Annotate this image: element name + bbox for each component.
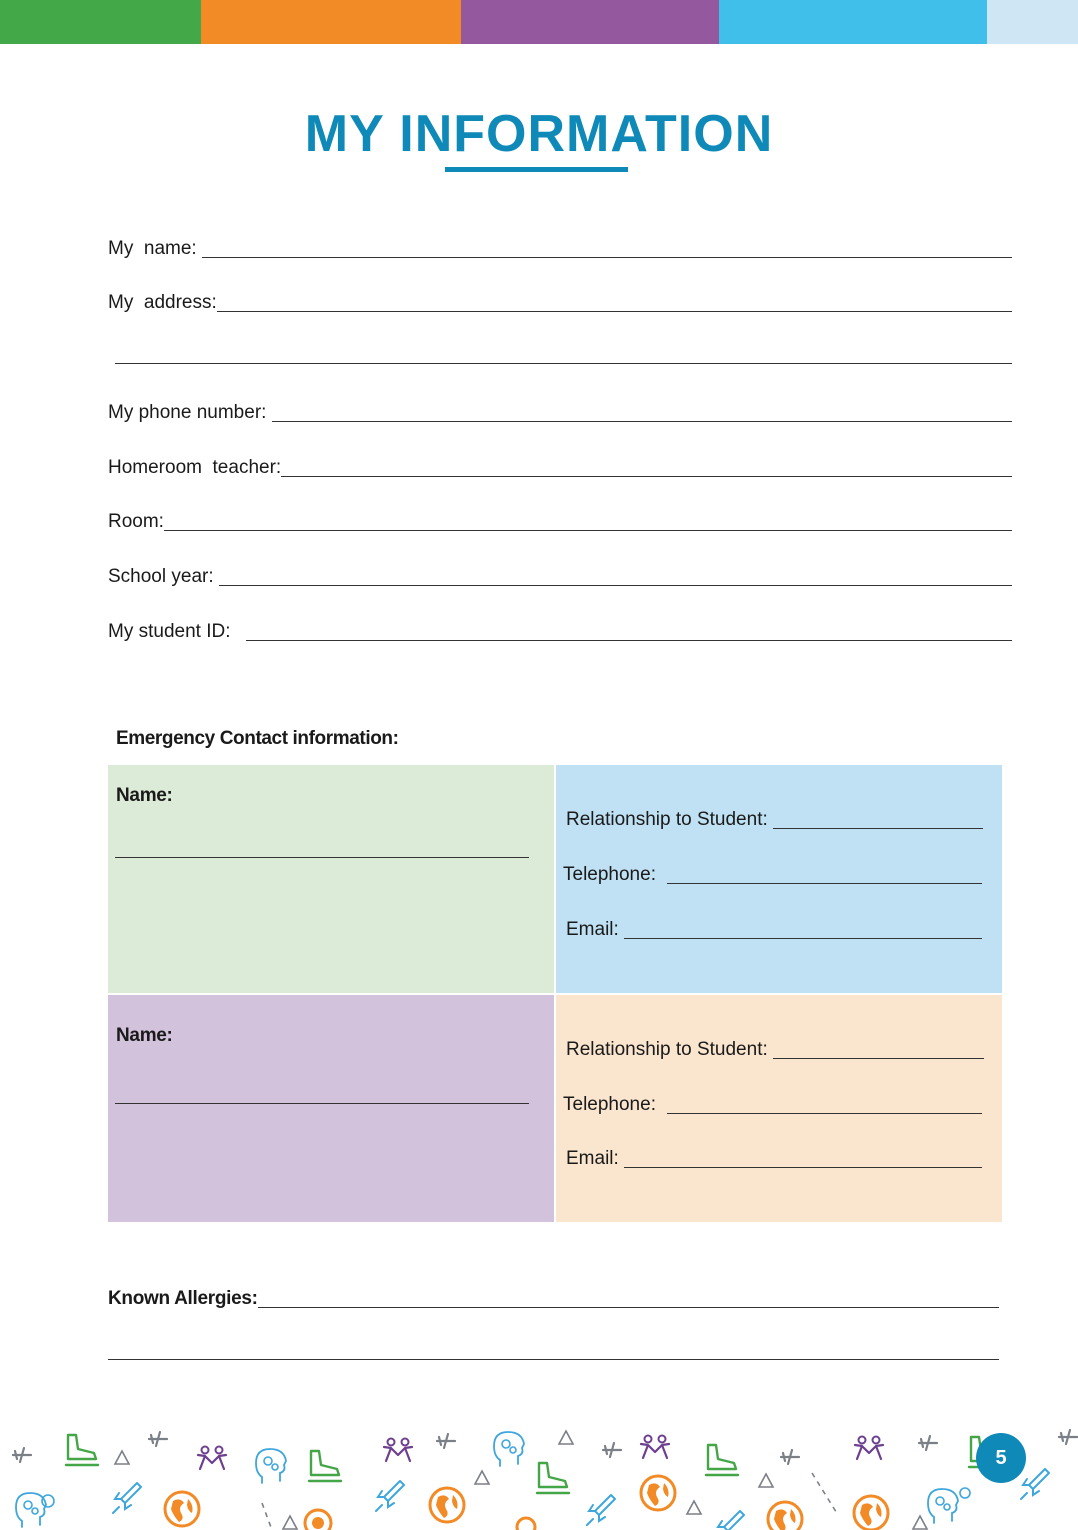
contact2-relationship-label: Relationship to Student: xyxy=(566,1039,774,1060)
teacher-label: Homeroom teacher: xyxy=(108,457,282,478)
contact1-telephone-line[interactable] xyxy=(667,883,982,884)
bar-segment-sky xyxy=(719,0,987,44)
top-color-bar xyxy=(0,0,1078,44)
page-number-badge: 5 xyxy=(976,1433,1026,1483)
bar-segment-green xyxy=(0,0,201,44)
contact1-relationship-line[interactable] xyxy=(773,828,983,829)
contact1-email-field[interactable] xyxy=(566,915,982,943)
contact2-name-cell xyxy=(108,995,554,1222)
contact2-telephone-line[interactable] xyxy=(667,1113,982,1114)
contact1-name-cell xyxy=(108,765,554,993)
address-label: My address: xyxy=(108,292,217,313)
name-label: My name: xyxy=(108,238,202,259)
room-field[interactable] xyxy=(108,505,1012,535)
emergency-heading: Emergency Contact information: xyxy=(116,728,399,749)
school-year-line[interactable] xyxy=(219,585,1012,586)
student-id-label: My student ID: xyxy=(108,621,247,642)
contact2-relationship-line[interactable] xyxy=(773,1058,984,1059)
contact1-name-line[interactable] xyxy=(115,857,529,858)
bar-segment-purple xyxy=(461,0,719,44)
title-underline xyxy=(445,167,628,172)
page-title: MY INFORMATION xyxy=(304,105,774,163)
room-label: Room: xyxy=(108,511,164,532)
address-line-2[interactable] xyxy=(115,363,1012,364)
student-id-line[interactable] xyxy=(246,640,1012,641)
contact2-telephone-label: Telephone: xyxy=(563,1094,667,1115)
phone-label: My phone number: xyxy=(108,402,272,423)
contact2-email-line[interactable] xyxy=(624,1167,982,1168)
name-line[interactable] xyxy=(202,257,1012,258)
name-field[interactable] xyxy=(108,232,1012,262)
bar-segment-orange xyxy=(201,0,461,44)
room-line[interactable] xyxy=(164,530,1012,531)
contact2-details-cell xyxy=(556,995,1002,1222)
allergies-label: Known Allergies: xyxy=(108,1288,258,1309)
bar-segment-pale xyxy=(987,0,1078,44)
allergies-line[interactable] xyxy=(258,1307,999,1308)
contact2-telephone-field[interactable] xyxy=(563,1090,982,1118)
contact2-relationship-field[interactable] xyxy=(566,1035,984,1063)
contact1-relationship-field[interactable] xyxy=(566,805,983,833)
contact1-relationship-label: Relationship to Student: xyxy=(566,809,774,830)
contact2-name-line[interactable] xyxy=(115,1103,529,1104)
footer-pattern xyxy=(0,1415,1078,1530)
contact2-email-label: Email: xyxy=(566,1148,625,1169)
phone-line[interactable] xyxy=(272,421,1012,422)
address-line[interactable] xyxy=(217,311,1012,312)
school-year-field[interactable] xyxy=(108,560,1012,590)
contact1-telephone-field[interactable] xyxy=(563,860,982,888)
contact1-name-label: Name: xyxy=(116,785,173,806)
address-field[interactable] xyxy=(108,286,1012,316)
allergies-field[interactable] xyxy=(108,1282,999,1312)
student-id-field[interactable] xyxy=(108,615,1012,645)
contact2-email-field[interactable] xyxy=(566,1144,982,1172)
contact1-email-line[interactable] xyxy=(624,938,982,939)
teacher-line[interactable] xyxy=(281,476,1012,477)
contact1-details-cell xyxy=(556,765,1002,993)
school-year-label: School year: xyxy=(108,566,219,587)
contact2-name-label: Name: xyxy=(116,1025,173,1046)
phone-field[interactable] xyxy=(108,396,1012,426)
allergies-line-2[interactable] xyxy=(108,1359,999,1360)
contact1-email-label: Email: xyxy=(566,919,625,940)
teacher-field[interactable] xyxy=(108,451,1012,481)
contact1-telephone-label: Telephone: xyxy=(563,864,667,885)
